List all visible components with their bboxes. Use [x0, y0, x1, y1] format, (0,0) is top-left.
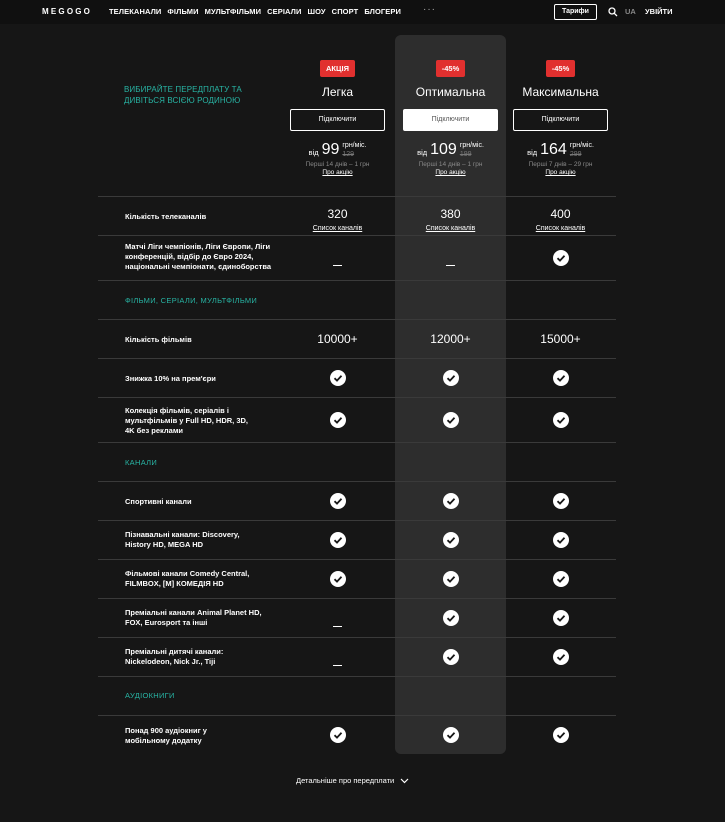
- intro-text: ВИБИРАЙТЕ ПЕРЕДПЛАТУ ТА ДИВІТЬСЯ ВСІЄЮ РОДИНОЮ: [124, 85, 242, 105]
- table-row-films-count: [98, 319, 616, 359]
- channels-list-link[interactable]: Список каналів: [312, 225, 363, 232]
- dash-icon: [446, 265, 455, 266]
- checkmark-icon: [553, 493, 569, 509]
- dash-icon: [333, 265, 342, 266]
- price-unit: грн/міс.: [459, 142, 484, 149]
- table-row-film-channels: [98, 559, 616, 599]
- price-value: 109: [430, 141, 457, 158]
- cell: [505, 250, 616, 271]
- cell: [282, 370, 393, 391]
- section-title: КАНАЛИ: [125, 458, 158, 467]
- more-link-label: Детальніше про передплати: [296, 776, 395, 785]
- row-label: Преміальні канали Animal Planet HD, FOX, Eurosport та інші: [125, 608, 262, 627]
- checkmark-icon: [330, 571, 346, 587]
- nav-item-bloggers[interactable]: БЛОГЕРИ: [364, 7, 401, 16]
- table-row-audiobooks: [98, 715, 616, 755]
- table-row-channels-count: [98, 196, 616, 236]
- row-label: Кількість фільмів: [125, 335, 192, 344]
- cell: [395, 205, 506, 232]
- plan-maximum: [505, 0, 616, 176]
- price-from: від: [417, 148, 428, 157]
- plan-name: Легка: [321, 85, 354, 99]
- connect-button[interactable]: Підключити: [290, 109, 385, 131]
- checkmark-icon: [330, 493, 346, 509]
- cell: [505, 412, 616, 433]
- cell: [282, 257, 393, 275]
- connect-button[interactable]: Підключити: [403, 109, 498, 131]
- cell: [282, 532, 393, 553]
- checkmark-icon: [553, 649, 569, 665]
- cell: [395, 532, 506, 553]
- price-from: від: [527, 148, 538, 157]
- nav-item-tv[interactable]: ТЕЛЕКАНАЛИ: [109, 7, 162, 16]
- row-label: Понад 900 аудіокниг у мобільному додатку: [125, 726, 207, 745]
- price-from: від: [308, 148, 319, 157]
- price: [282, 139, 393, 159]
- cell: [395, 412, 506, 433]
- price-unit: грн/міс.: [342, 142, 367, 149]
- row-label: Колекція фільмів, серіалів і мультфільмів у Full HD, HDR, 3D, 4K без реклами: [125, 406, 249, 435]
- section-title: АУДІОКНИГИ: [125, 691, 175, 700]
- checkmark-icon: [330, 532, 346, 548]
- checkmark-icon: [330, 412, 346, 428]
- discount-badge: -45%: [546, 60, 576, 77]
- chevron-down-icon: [400, 778, 409, 784]
- table-row-premiere-discount: [98, 358, 616, 398]
- cell: [282, 657, 393, 675]
- cell: [282, 618, 393, 636]
- table-row-edu-channels: [98, 520, 616, 560]
- checkmark-icon: [443, 412, 459, 428]
- old-price: 129: [342, 151, 355, 158]
- row-label: Фільмові канали Comedy Central, FILMBOX, [M] КОМЕДІЯ HD: [125, 569, 250, 588]
- nav-item-series[interactable]: СЕРІАЛИ: [267, 7, 302, 16]
- cell: [282, 493, 393, 514]
- nav-item-shows[interactable]: ШОУ: [307, 7, 326, 16]
- cell: [505, 649, 616, 670]
- price-unit: грн/міс.: [569, 142, 594, 149]
- checkmark-icon: [443, 370, 459, 386]
- promo-link[interactable]: Про акцію: [435, 169, 466, 176]
- checkmark-icon: [553, 412, 569, 428]
- cell: [395, 571, 506, 592]
- dash-icon: [333, 626, 342, 627]
- checkmark-icon: [553, 370, 569, 386]
- price-value: 99: [321, 141, 340, 158]
- cell: [395, 493, 506, 514]
- promo-link[interactable]: Про акцію: [545, 169, 576, 176]
- more-about-subscriptions-link[interactable]: [296, 776, 409, 785]
- cell: [395, 649, 506, 670]
- checkmark-icon: [553, 250, 569, 266]
- table-row-kids-channels: [98, 637, 616, 677]
- row-label: Матчі Ліги чемпіонів, Ліги Європи, Ліги конференцій, відбір до Євро 2024, національні чемпіонати, єдиноборства: [125, 242, 272, 271]
- promo-link[interactable]: Про акцію: [322, 169, 353, 176]
- old-price: 299: [569, 151, 582, 158]
- login-link[interactable]: УВІЙТИ: [645, 7, 673, 16]
- dash-icon: [333, 665, 342, 666]
- nav-item-films[interactable]: ФІЛЬМИ: [167, 7, 199, 16]
- checkmark-icon: [553, 727, 569, 743]
- row-label: Кількість телеканалів: [125, 212, 207, 221]
- channels-count: 320: [327, 207, 348, 221]
- discount-badge: -45%: [436, 60, 466, 77]
- table-row-sport-leagues: [98, 235, 616, 280]
- cell: [505, 727, 616, 748]
- section-header-audiobooks: [98, 676, 616, 716]
- films-count: 10000+: [317, 332, 358, 346]
- plan-name: Максимальна: [522, 85, 599, 99]
- row-label: Пізнавальні канали: Discovery, History HD, MEGA HD: [125, 530, 240, 549]
- checkmark-icon: [443, 493, 459, 509]
- checkmark-icon: [443, 610, 459, 626]
- cell: [505, 610, 616, 631]
- section-header-films: [98, 280, 616, 320]
- table-row-premium-channels: [98, 598, 616, 638]
- tariffs-button[interactable]: Тарифи: [554, 4, 597, 20]
- cell: [505, 205, 616, 232]
- row-label: Знижка 10% на прем'єри: [125, 374, 216, 383]
- cell: [282, 205, 393, 232]
- channels-list-link[interactable]: Список каналів: [425, 225, 476, 232]
- cell: [395, 257, 506, 275]
- cell: [282, 727, 393, 748]
- cell: [395, 370, 506, 391]
- plan-name: Оптимальна: [415, 85, 486, 99]
- channels-count: 400: [550, 207, 571, 221]
- table-row-sport-channels: [98, 481, 616, 521]
- more-menu-icon[interactable]: ···: [423, 4, 436, 15]
- section-title: ФІЛЬМИ, СЕРІАЛИ, МУЛЬТФІЛЬМИ: [125, 296, 258, 305]
- row-label: Преміальні дитячі канали: Nickelodeon, Nick Jr., Tiji: [125, 647, 224, 666]
- plan-light: [282, 0, 393, 176]
- cell: [505, 370, 616, 391]
- checkmark-icon: [330, 727, 346, 743]
- checkmark-icon: [553, 532, 569, 548]
- films-count: 12000+: [430, 332, 471, 346]
- channels-count: 380: [440, 207, 461, 221]
- plan-optimal: [395, 0, 506, 176]
- channels-list-link[interactable]: Список каналів: [535, 225, 586, 232]
- cell: [505, 493, 616, 514]
- cell: [505, 532, 616, 553]
- checkmark-icon: [330, 370, 346, 386]
- row-label: Спортивні канали: [125, 497, 192, 506]
- language-switch[interactable]: UA: [625, 7, 636, 16]
- table-row-collection: [98, 397, 616, 442]
- trial-text: Перші 14 днів – 1 грн: [418, 161, 483, 168]
- promo-badge: АКЦІЯ: [320, 60, 355, 77]
- nav-item-sport[interactable]: СПОРТ: [331, 7, 359, 16]
- price-value: 164: [540, 141, 567, 158]
- nav-item-cartoons[interactable]: МУЛЬТФІЛЬМИ: [204, 7, 262, 16]
- checkmark-icon: [443, 727, 459, 743]
- connect-button[interactable]: Підключити: [513, 109, 608, 131]
- checkmark-icon: [443, 649, 459, 665]
- cell: [505, 571, 616, 592]
- checkmark-icon: [443, 571, 459, 587]
- section-header-channels: [98, 442, 616, 482]
- films-count: 15000+: [540, 332, 581, 346]
- price: [505, 139, 616, 159]
- cell: [395, 610, 506, 631]
- trial-text: Перші 7 днів – 29 грн: [528, 161, 593, 168]
- checkmark-icon: [553, 610, 569, 626]
- megogo-logo[interactable]: MEGOGO: [42, 7, 93, 16]
- checkmark-icon: [553, 571, 569, 587]
- trial-text: Перші 14 днів – 1 грн: [305, 161, 370, 168]
- price: [395, 139, 506, 159]
- old-price: 199: [459, 151, 472, 158]
- cell: [282, 412, 393, 433]
- cell: [395, 727, 506, 748]
- cell: [282, 571, 393, 592]
- checkmark-icon: [443, 532, 459, 548]
